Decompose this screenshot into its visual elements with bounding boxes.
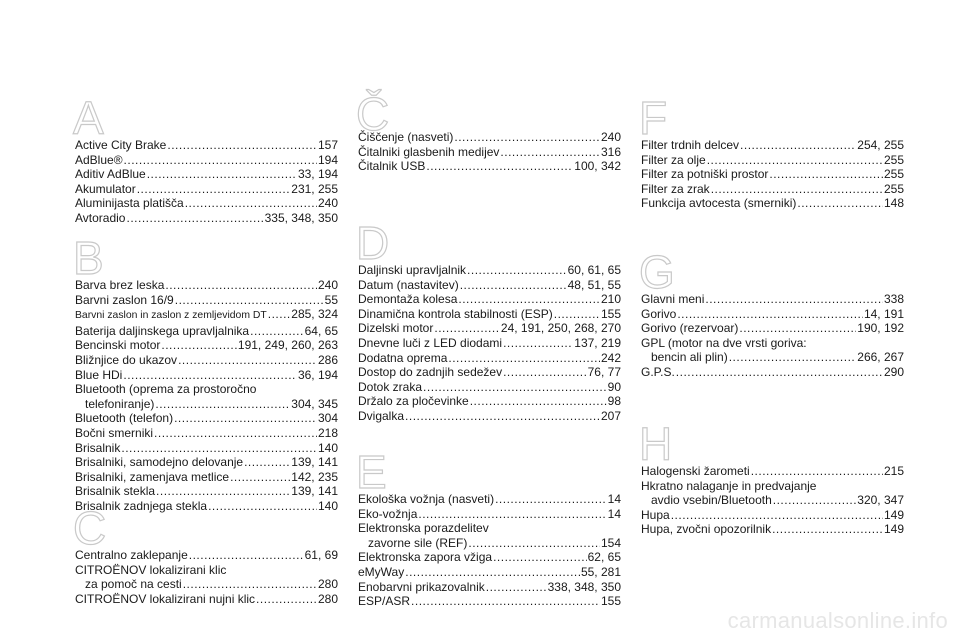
entry-name: Daljinski upravljalnik [358, 263, 467, 277]
index-entry-heading: GPL (motor na dve vrsti goriva: [641, 335, 807, 350]
leader-dots [268, 307, 291, 322]
index-entry [641, 182, 904, 197]
entry-pages: 76, 77 [587, 365, 621, 380]
entry-pages: 290 [883, 364, 904, 379]
leader-dots [156, 484, 290, 499]
entry-name: za pomoč na cesti [85, 577, 182, 592]
entry-pages: 61, 69 [304, 548, 338, 562]
entry-pages: 36, 194 [297, 367, 338, 382]
entry-pages: 98 [607, 394, 621, 409]
leader-dots [126, 211, 263, 226]
leader-dots [448, 351, 600, 366]
entry-pages: 242 [600, 350, 621, 365]
entry-pages: 100, 342 [574, 159, 621, 174]
entry-name: Barvni zaslon 16/9 [75, 292, 174, 307]
entry-name: Funkcija avtocesta (smerniki) [641, 196, 797, 211]
leader-dots [740, 138, 856, 153]
entry-name: Barva brez leska [75, 278, 165, 292]
section-d [356, 217, 621, 424]
leader-dots [256, 592, 317, 607]
entries-h [641, 464, 904, 537]
entries-c-caron [358, 130, 621, 174]
leader-dots [426, 159, 573, 174]
section-e [356, 446, 621, 609]
index-entry [641, 522, 904, 537]
entry-name: Gorivo [641, 306, 677, 321]
entry-pages: 155 [600, 306, 621, 321]
entry-pages: 194 [317, 152, 338, 167]
leader-dots [411, 594, 600, 609]
leader-dots [137, 182, 291, 197]
entry-name: eMyWay [358, 564, 405, 579]
entry-pages: 280 [317, 577, 338, 592]
entry-pages: 155 [600, 594, 621, 609]
entries-a [75, 138, 338, 226]
leader-dots [729, 350, 857, 365]
leader-dots [418, 507, 606, 522]
leader-dots [468, 536, 600, 551]
entry-pages: 338 [883, 292, 904, 306]
entry-pages: 266, 267 [857, 350, 904, 365]
leader-dots [554, 307, 600, 322]
leader-dots [250, 324, 304, 339]
entry-name: Demontaža kolesa [358, 292, 458, 307]
entry-pages: 335, 348, 350 [264, 210, 338, 225]
entry-name: Brisalniki, zamenjava metlice [75, 469, 230, 484]
entry-name: zavorne sile (REF) [368, 535, 468, 550]
index-entry [641, 307, 904, 322]
leader-dots [405, 409, 600, 424]
entry-name: Dinamična kontrola stabilnosti (ESP) [358, 306, 553, 321]
leader-dots [244, 455, 290, 470]
entry-pages: 142, 235 [291, 469, 338, 484]
leader-dots [230, 470, 290, 485]
entry-name: Datum (nastavitev) [358, 277, 459, 292]
entry-name: telefoniranje) [85, 396, 155, 411]
entry-pages: 154 [600, 535, 621, 550]
entry-pages: 285, 324 [291, 307, 338, 322]
entry-name: avdio vsebin/Bluetooth [651, 493, 772, 508]
section-a [73, 92, 338, 226]
leader-dots [503, 365, 587, 380]
leader-dots [503, 336, 573, 351]
entry-name: Filter za zrak [641, 181, 710, 196]
entry-name: Dotok zraka [358, 379, 423, 394]
index-entry [75, 153, 338, 168]
entry-pages: 231, 255 [291, 181, 338, 196]
index-entry [358, 507, 621, 522]
entry-name: Halogenski žarometi [641, 464, 750, 478]
leader-dots [495, 492, 607, 507]
index-entry [358, 492, 621, 507]
leader-dots [772, 522, 883, 537]
index-entry [641, 153, 904, 168]
leader-dots [175, 293, 324, 308]
leader-dots [155, 397, 290, 412]
leader-dots [124, 153, 317, 168]
index-entry [358, 565, 621, 580]
entry-pages: 137, 219 [574, 335, 621, 350]
leader-dots [174, 411, 317, 426]
index-entry [75, 353, 338, 368]
index-entry [641, 196, 904, 211]
index-entry [358, 263, 621, 278]
entry-name: Dodatna oprema [358, 350, 448, 365]
leader-dots [671, 508, 883, 523]
section-b [73, 232, 338, 514]
entry-name: Gorivo (rezervoar) [641, 321, 739, 336]
section-letter-c: C [73, 502, 107, 554]
index-entry [358, 145, 621, 160]
leader-dots [751, 464, 883, 479]
section-h [639, 418, 904, 537]
entry-pages: 254, 255 [857, 138, 904, 152]
entry-name: Centralno zaklepanje [75, 548, 188, 562]
index-entry [358, 321, 621, 336]
index-entry [641, 167, 904, 182]
entry-name: Brisalnik zadnjega stekla [75, 498, 208, 513]
section-f [639, 92, 904, 211]
entry-name: Čiščenje (nasveti) [358, 130, 454, 144]
entry-pages: 215 [883, 464, 904, 478]
section-letter-b: B [73, 232, 104, 284]
section-letter-g: G [639, 246, 675, 298]
entry-pages: 90 [607, 379, 621, 394]
entry-name: ESP/ASR [358, 594, 411, 609]
entry-name: Blue HDi [75, 367, 123, 382]
index-entry [358, 278, 621, 293]
index-entry [358, 394, 621, 409]
section-letter-e: E [356, 446, 387, 498]
entry-name: Hupa, zvočni opozorilnik [641, 522, 772, 537]
entry-pages: 14 [607, 492, 621, 506]
index-entry [641, 321, 904, 336]
entry-pages: 240 [317, 278, 338, 292]
index-entry [75, 182, 338, 197]
leader-dots [486, 580, 547, 595]
entries-d [358, 263, 621, 424]
index-entry [358, 536, 621, 551]
entry-pages: 62, 65 [587, 550, 621, 565]
entry-name: Ekološka vožnja (nasveti) [358, 492, 495, 506]
entry-pages: 255 [883, 152, 904, 167]
entries-e [358, 492, 621, 609]
section-letter-h: H [639, 418, 673, 470]
leader-dots [434, 321, 500, 336]
entry-pages: 191, 249, 260, 263 [237, 338, 338, 353]
entry-pages: 149 [883, 507, 904, 522]
entry-name: bencin ali plin) [651, 350, 728, 365]
entry-pages: 190, 192 [857, 321, 904, 336]
entries-g [641, 292, 904, 380]
entry-name: Brisalnik [75, 440, 121, 455]
leader-dots [460, 278, 567, 293]
index-entry [75, 196, 338, 211]
entries-b [75, 278, 338, 514]
entry-pages: 140 [317, 498, 338, 513]
entry-name: Dvigalka [358, 408, 405, 423]
entry-name: Aditiv AdBlue [75, 167, 146, 182]
leader-dots [178, 353, 317, 368]
index-entry [75, 324, 338, 339]
index-entry [358, 580, 621, 595]
entry-pages: 157 [317, 138, 338, 152]
index-entry [75, 441, 338, 456]
leader-dots [165, 278, 317, 293]
entry-name: Filter za olje [641, 152, 706, 167]
index-entry [358, 594, 621, 609]
index-entry [358, 159, 621, 174]
index-entry [358, 380, 621, 395]
index-entry [75, 577, 338, 592]
leader-dots [773, 493, 857, 508]
index-entry [641, 365, 904, 380]
leader-dots [183, 577, 317, 592]
entry-pages: 140 [317, 440, 338, 455]
leader-dots [711, 182, 883, 197]
entry-name: Avtoradio [75, 210, 126, 225]
entry-name: Filter za potniški prostor [641, 167, 769, 182]
index-entry [358, 336, 621, 351]
entry-name: CITROËNOV lokalizirani nujni klic [75, 591, 256, 606]
index-entry-heading: Bluetooth (oprema za prostoročno [75, 382, 257, 397]
index-entry [75, 426, 338, 441]
entry-pages: 240 [317, 196, 338, 211]
entry-pages: 338, 348, 350 [547, 579, 621, 594]
entry-name: G.P.S. [641, 364, 675, 379]
entry-name: Glavni meni [641, 292, 705, 306]
index-entry-heading: Elektronska porazdelitev [358, 521, 489, 536]
index-entry [75, 411, 338, 426]
entry-name: Enobarvni prikazovalnik [358, 579, 485, 594]
leader-dots [123, 368, 297, 383]
index-entry [75, 293, 338, 308]
entry-pages: 240 [600, 130, 621, 144]
leader-dots [470, 394, 607, 409]
entry-pages: 304 [317, 411, 338, 426]
leader-dots [185, 196, 317, 211]
leader-dots [454, 130, 600, 145]
index-entry [358, 365, 621, 380]
leader-dots [121, 441, 317, 456]
leader-dots [707, 153, 883, 168]
index-entry [75, 455, 338, 470]
entry-name: Dizelski motor [358, 321, 434, 336]
entry-pages: 24, 191, 250, 268, 270 [500, 321, 621, 336]
entry-pages: 316 [600, 144, 621, 159]
index-entry-heading: CITROËNOV lokalizirani klic [75, 562, 227, 577]
entry-pages: 64, 65 [304, 323, 338, 338]
entry-pages: 14, 191 [863, 306, 904, 321]
entry-pages: 207 [600, 408, 621, 423]
index-entry [75, 484, 338, 499]
entry-pages: 139, 141 [291, 484, 338, 499]
entry-pages: 210 [600, 292, 621, 307]
entry-name: Active City Brake [75, 138, 167, 152]
entry-pages: 255 [883, 167, 904, 182]
entry-pages: 48, 51, 55 [567, 277, 621, 292]
entry-pages: 55, 281 [580, 564, 621, 579]
entry-pages: 255 [883, 181, 904, 196]
index-entry [75, 338, 338, 353]
leader-dots [147, 167, 297, 182]
leader-dots [167, 138, 317, 153]
index-entry [75, 548, 338, 563]
leader-dots [493, 550, 587, 565]
index-entry [358, 307, 621, 322]
index-entry [75, 397, 338, 412]
entries-f [641, 138, 904, 211]
leader-dots [405, 565, 580, 580]
leader-dots [797, 196, 883, 211]
index-entry [75, 307, 338, 324]
leader-dots [676, 365, 883, 380]
index-entry [358, 409, 621, 424]
entry-name: Čitalnik USB [358, 159, 426, 174]
index-entry [641, 464, 904, 479]
index-entry [641, 493, 904, 508]
index-entry [641, 350, 904, 365]
index-entry [75, 470, 338, 485]
entry-pages: 320, 347 [857, 493, 904, 508]
leader-dots [189, 548, 304, 563]
entry-pages: 14 [607, 506, 621, 521]
entry-name: Brisalnik stekla [75, 484, 156, 499]
leader-dots [677, 307, 863, 322]
entry-name: Dnevne luči z LED diodami [358, 335, 503, 350]
entry-name: Držalo za pločevinke [358, 394, 469, 409]
entry-pages: 148 [883, 196, 904, 211]
index-entry [75, 138, 338, 153]
index-entry [358, 550, 621, 565]
entry-pages: 139, 141 [291, 455, 338, 470]
leader-dots [458, 292, 600, 307]
entry-pages: 280 [317, 591, 338, 606]
entry-pages: 218 [317, 425, 338, 440]
index-entry [75, 278, 338, 293]
watermark: carmanualsonline.info [727, 608, 948, 633]
leader-dots [154, 426, 317, 441]
entries-c [75, 548, 338, 606]
entry-name: Elektronska zapora vžiga [358, 550, 493, 565]
entry-name: Bližnjice do ukazov [75, 352, 178, 367]
leader-dots [161, 338, 237, 353]
entry-pages: 60, 61, 65 [567, 263, 621, 277]
index-entry [358, 130, 621, 145]
leader-dots [467, 263, 567, 278]
entry-name: Aluminijasta platišča [75, 196, 184, 211]
entry-pages: 304, 345 [291, 396, 338, 411]
index-entry [358, 351, 621, 366]
index-entry [641, 292, 904, 307]
entry-pages: 55 [324, 292, 338, 307]
entry-pages: 286 [317, 352, 338, 367]
entry-name: Filter trdnih delcev [641, 138, 740, 152]
section-letter-f: F [639, 92, 668, 144]
leader-dots [423, 380, 607, 395]
section-g [639, 246, 904, 380]
index-entry [75, 368, 338, 383]
entry-name: Eko-vožnja [358, 506, 418, 521]
index-entry [641, 508, 904, 523]
index-entry [75, 592, 338, 607]
leader-dots [769, 167, 883, 182]
entry-name: Brisalniki, samodejno delovanje [75, 455, 244, 470]
leader-dots [500, 145, 600, 160]
index-entry-heading: Hkratno nalaganje in predvajanje [641, 478, 817, 493]
entry-pages: 149 [883, 522, 904, 537]
entry-name: Bencinski motor [75, 338, 161, 353]
entry-name: Baterija daljinskega upravljalnika [75, 323, 250, 338]
entry-name: Hupa [641, 507, 670, 522]
index-entry [641, 138, 904, 153]
entry-name: Dostop do zadnjih sedežev [358, 365, 503, 380]
index-entry [75, 167, 338, 182]
index-entry [75, 211, 338, 226]
leader-dots [705, 292, 883, 307]
leader-dots [739, 321, 856, 336]
section-letter-c-caron: Č [356, 88, 390, 140]
section-letter-a: A [73, 92, 104, 144]
section-letter-d: D [356, 217, 390, 269]
section-c-caron [358, 88, 621, 174]
entry-name: Barvni zaslon in zaslon z zemljevidom DT [75, 310, 267, 322]
entry-name: Akumulator [75, 181, 136, 196]
index-entry [358, 292, 621, 307]
entry-name: Bočni smerniki [75, 425, 154, 440]
entry-name: AdBlue® [75, 152, 123, 167]
entry-name: Čitalniki glasbenih medijev [358, 144, 500, 159]
entry-name: Bluetooth (telefon) [75, 411, 174, 426]
entry-pages: 33, 194 [297, 167, 338, 182]
